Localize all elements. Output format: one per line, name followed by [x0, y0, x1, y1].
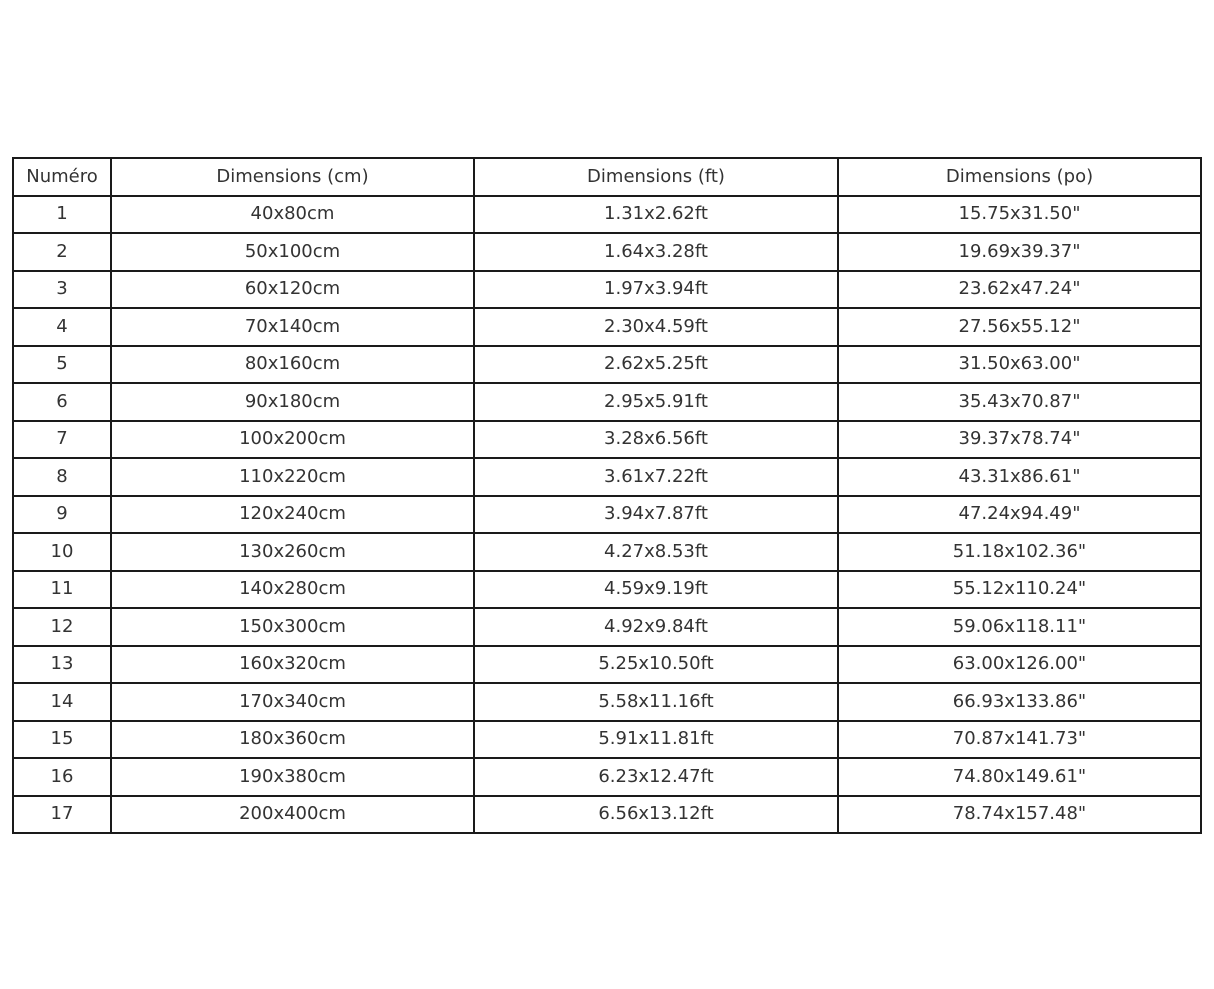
cell-numero: 12 [13, 608, 111, 646]
cell-dimensions-ft: 2.62x5.25ft [474, 346, 838, 384]
cell-dimensions-cm: 50x100cm [111, 233, 474, 271]
table-row [13, 458, 1201, 496]
cell-dimensions-po: 74.80x149.61" [838, 758, 1201, 796]
table-row [13, 421, 1201, 459]
cell-numero: 3 [13, 271, 111, 309]
cell-dimensions-ft: 1.31x2.62ft [474, 196, 838, 234]
cell-numero: 16 [13, 758, 111, 796]
table-row [13, 758, 1201, 796]
cell-numero: 15 [13, 721, 111, 759]
cell-dimensions-po: 35.43x70.87" [838, 383, 1201, 421]
header-row [13, 158, 1201, 196]
table-row [13, 796, 1201, 834]
cell-numero: 5 [13, 346, 111, 384]
cell-dimensions-ft: 5.25x10.50ft [474, 646, 838, 684]
cell-dimensions-cm: 130x260cm [111, 533, 474, 571]
cell-dimensions-cm: 180x360cm [111, 721, 474, 759]
cell-dimensions-ft: 3.28x6.56ft [474, 421, 838, 459]
header-dimensions-ft: Dimensions (ft) [474, 158, 838, 196]
cell-dimensions-ft: 3.61x7.22ft [474, 458, 838, 496]
cell-dimensions-ft: 2.30x4.59ft [474, 308, 838, 346]
table-row [13, 571, 1201, 609]
table-body [13, 196, 1201, 834]
cell-dimensions-po: 39.37x78.74" [838, 421, 1201, 459]
cell-dimensions-ft: 1.97x3.94ft [474, 271, 838, 309]
cell-dimensions-po: 43.31x86.61" [838, 458, 1201, 496]
cell-dimensions-cm: 150x300cm [111, 608, 474, 646]
table-row [13, 721, 1201, 759]
cell-numero: 13 [13, 646, 111, 684]
cell-dimensions-po: 19.69x39.37" [838, 233, 1201, 271]
table-row [13, 683, 1201, 721]
cell-numero: 6 [13, 383, 111, 421]
cell-dimensions-po: 23.62x47.24" [838, 271, 1201, 309]
header-dimensions-po: Dimensions (po) [838, 158, 1201, 196]
cell-numero: 14 [13, 683, 111, 721]
cell-dimensions-ft: 6.23x12.47ft [474, 758, 838, 796]
cell-dimensions-po: 66.93x133.86" [838, 683, 1201, 721]
cell-dimensions-cm: 100x200cm [111, 421, 474, 459]
cell-dimensions-cm: 160x320cm [111, 646, 474, 684]
dimensions-table-container [12, 157, 1202, 834]
cell-dimensions-po: 70.87x141.73" [838, 721, 1201, 759]
table-row [13, 271, 1201, 309]
cell-dimensions-cm: 90x180cm [111, 383, 474, 421]
table-row [13, 233, 1201, 271]
cell-numero: 1 [13, 196, 111, 234]
cell-numero: 11 [13, 571, 111, 609]
cell-dimensions-ft: 4.27x8.53ft [474, 533, 838, 571]
table-row [13, 646, 1201, 684]
table-row [13, 196, 1201, 234]
cell-dimensions-po: 31.50x63.00" [838, 346, 1201, 384]
table-header [13, 158, 1201, 196]
cell-dimensions-po: 47.24x94.49" [838, 496, 1201, 534]
table-row [13, 533, 1201, 571]
cell-dimensions-cm: 110x220cm [111, 458, 474, 496]
cell-dimensions-ft: 4.59x9.19ft [474, 571, 838, 609]
cell-dimensions-cm: 60x120cm [111, 271, 474, 309]
header-numero: Numéro [13, 158, 111, 196]
dimensions-conversion-table [12, 157, 1202, 834]
table-row [13, 383, 1201, 421]
cell-dimensions-cm: 190x380cm [111, 758, 474, 796]
cell-dimensions-po: 51.18x102.36" [838, 533, 1201, 571]
cell-numero: 8 [13, 458, 111, 496]
cell-dimensions-po: 15.75x31.50" [838, 196, 1201, 234]
cell-dimensions-ft: 3.94x7.87ft [474, 496, 838, 534]
cell-dimensions-ft: 1.64x3.28ft [474, 233, 838, 271]
cell-dimensions-ft: 4.92x9.84ft [474, 608, 838, 646]
cell-dimensions-ft: 5.91x11.81ft [474, 721, 838, 759]
cell-dimensions-cm: 40x80cm [111, 196, 474, 234]
cell-numero: 7 [13, 421, 111, 459]
cell-dimensions-ft: 2.95x5.91ft [474, 383, 838, 421]
cell-dimensions-cm: 140x280cm [111, 571, 474, 609]
cell-numero: 17 [13, 796, 111, 834]
table-row [13, 308, 1201, 346]
cell-dimensions-cm: 70x140cm [111, 308, 474, 346]
cell-dimensions-ft: 5.58x11.16ft [474, 683, 838, 721]
cell-numero: 9 [13, 496, 111, 534]
cell-dimensions-cm: 120x240cm [111, 496, 474, 534]
cell-dimensions-po: 78.74x157.48" [838, 796, 1201, 834]
cell-dimensions-po: 55.12x110.24" [838, 571, 1201, 609]
cell-numero: 2 [13, 233, 111, 271]
cell-dimensions-cm: 80x160cm [111, 346, 474, 384]
table-row [13, 346, 1201, 384]
header-dimensions-cm: Dimensions (cm) [111, 158, 474, 196]
table-row [13, 496, 1201, 534]
cell-numero: 10 [13, 533, 111, 571]
cell-dimensions-po: 59.06x118.11" [838, 608, 1201, 646]
cell-dimensions-ft: 6.56x13.12ft [474, 796, 838, 834]
cell-dimensions-po: 63.00x126.00" [838, 646, 1201, 684]
cell-numero: 4 [13, 308, 111, 346]
cell-dimensions-cm: 200x400cm [111, 796, 474, 834]
table-row [13, 608, 1201, 646]
cell-dimensions-po: 27.56x55.12" [838, 308, 1201, 346]
cell-dimensions-cm: 170x340cm [111, 683, 474, 721]
